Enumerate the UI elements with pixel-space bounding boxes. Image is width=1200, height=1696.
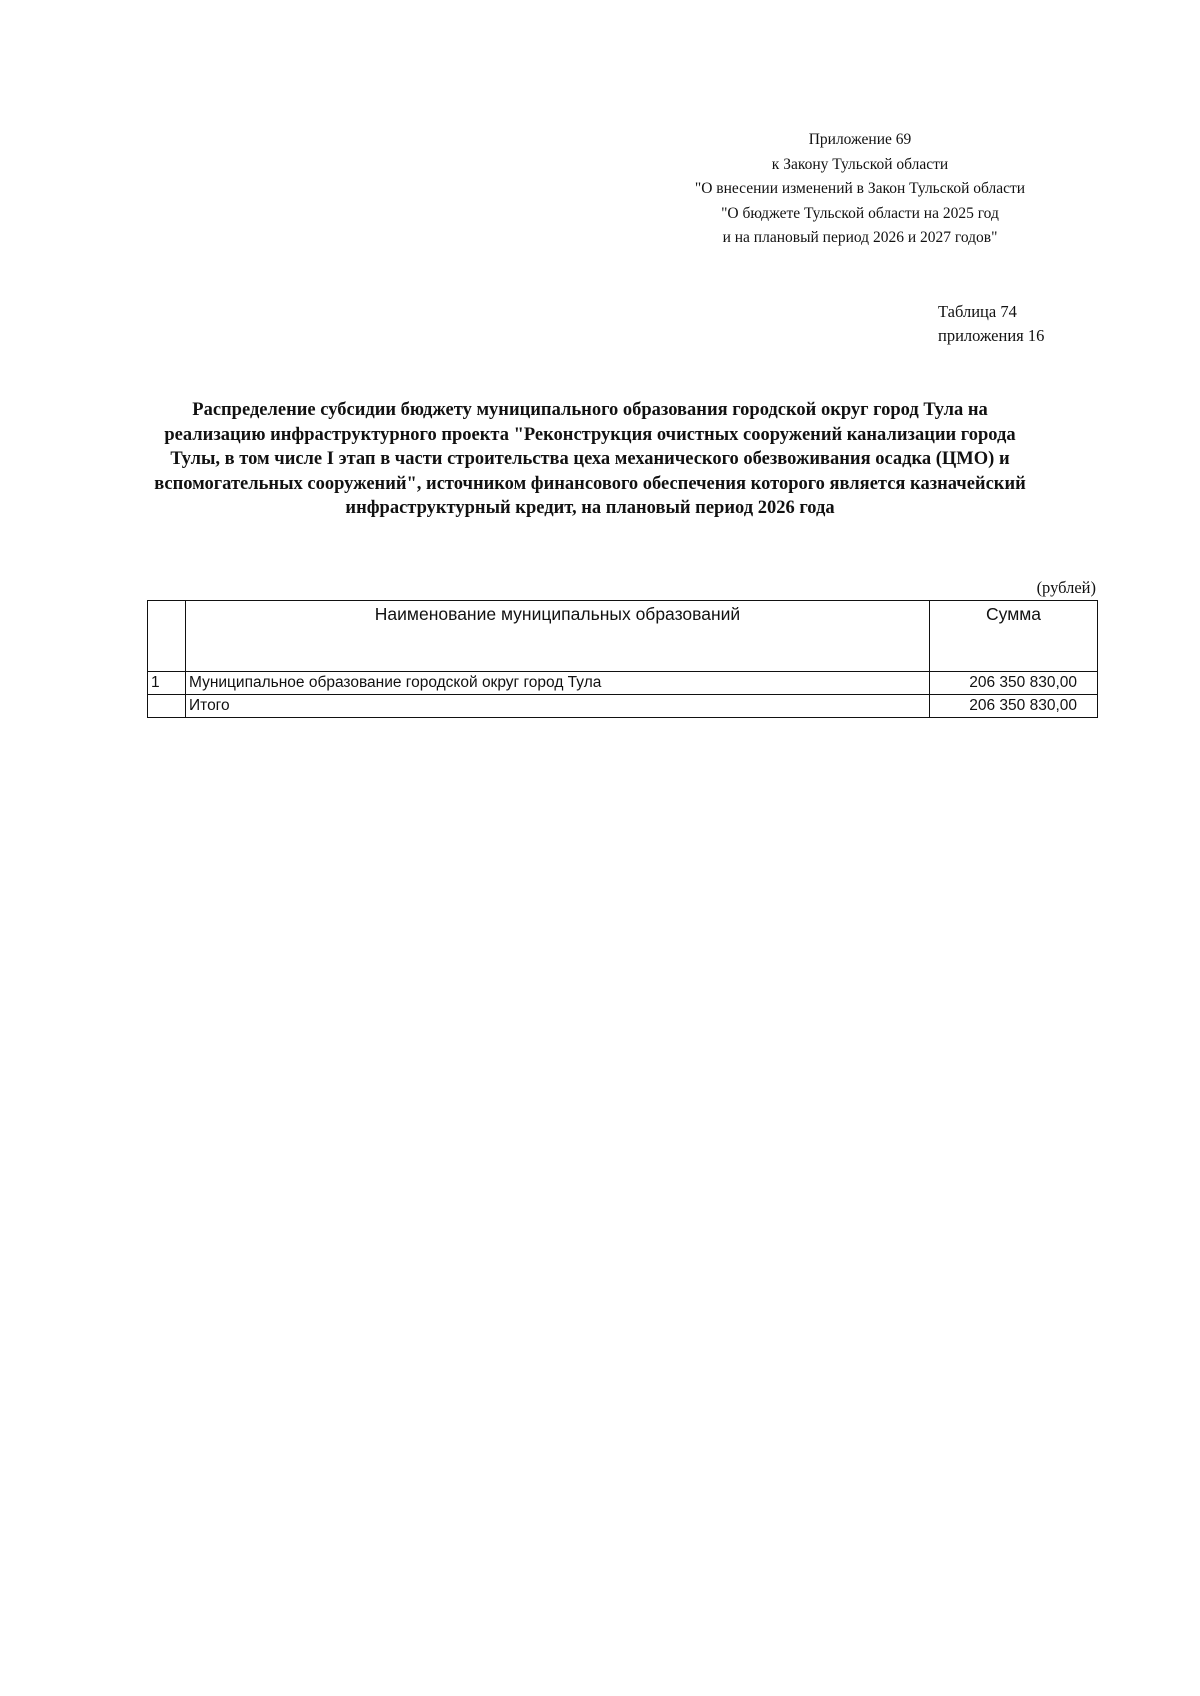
header-amount: Сумма (930, 601, 1098, 672)
row-number (148, 695, 186, 718)
table-total-row (148, 695, 1098, 718)
appendix-header (660, 128, 1060, 251)
title-line: Распределение субсидии бюджету муниципального образования городской округ город Тула на (192, 400, 988, 420)
title-line: вспомогательных сооружений", источником финансового обеспечения которого является казначейский (154, 473, 1026, 494)
table-reference (938, 300, 1044, 348)
row-name: Итого (186, 695, 930, 718)
row-number: 1 (148, 672, 186, 695)
distribution-table (147, 600, 1098, 718)
table-row (148, 672, 1098, 695)
appendix-line: и на плановый период 2026 и 2027 годов" (722, 229, 998, 247)
table-header-row (148, 601, 1098, 672)
title-line: инфраструктурный кредит, на плановый период 2026 года (345, 498, 835, 519)
appendix-line: "О бюджете Тульской области на 2025 год (721, 204, 999, 222)
appendix-line: Приложение 69 (808, 131, 912, 148)
title-line: реализацию инфраструктурного проекта "Реконструкция очистных сооружений канализации города (164, 424, 1016, 445)
header-name: Наименование муниципальных образований (186, 601, 930, 672)
row-name: Муниципальное образование городской округ город Тула (186, 672, 930, 695)
appendix-line: "О внесении изменений в Закон Тульской области (694, 180, 1026, 198)
appendix-line: к Закону Тульской области (771, 155, 949, 173)
header-number (148, 601, 186, 672)
units-label: (рублей) (1036, 578, 1096, 597)
document-title (120, 398, 1060, 521)
table-number: Таблица 74 (938, 302, 1017, 321)
appendix-number: приложения 16 (938, 326, 1045, 345)
title-line: Тулы, в том числе I этап в части строительства цеха механического обезвоживания осадка (ЦМО) и (170, 449, 1010, 470)
row-amount: 206 350 830,00 (930, 672, 1098, 695)
row-amount: 206 350 830,00 (930, 695, 1098, 718)
